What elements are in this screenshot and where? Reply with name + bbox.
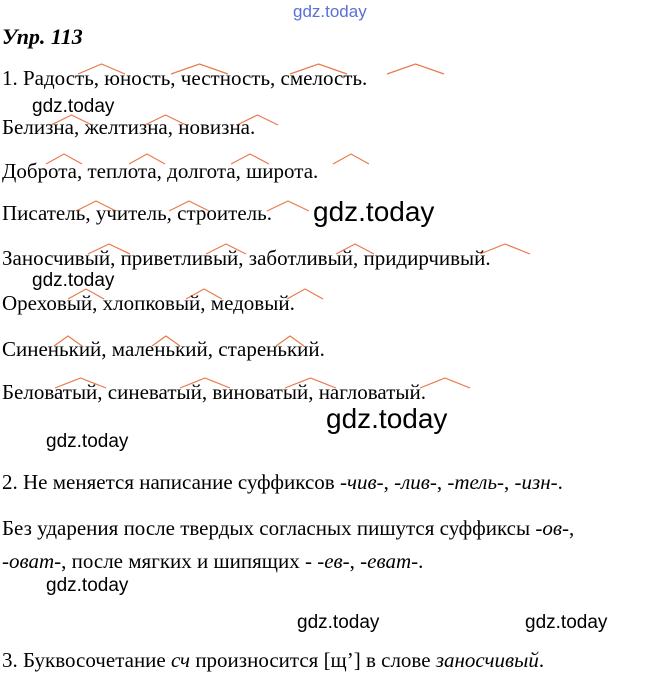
answer-line-3: Доброта, теплота, долгота, широта.: [2, 159, 319, 183]
watermark: gdz.today: [32, 96, 115, 117]
paragraph-3-line-1: [2, 518, 574, 539]
suffix: -чив-: [339, 470, 384, 494]
watermark: gdz.today: [297, 612, 380, 633]
watermark: gdz.today: [313, 196, 435, 227]
paragraph-4: [2, 650, 544, 671]
watermark: gdz.today: [46, 575, 129, 596]
suffix: -еват-: [360, 549, 419, 573]
watermark: gdz.today: [46, 431, 129, 452]
suffix-arc: [267, 201, 309, 211]
separator: ,: [349, 549, 361, 573]
watermark-top: gdz.today: [293, 2, 367, 21]
watermark: gdz.today: [525, 612, 608, 633]
paragraph-4-text: произносится [щ’] в слове: [190, 648, 436, 672]
separator: ,: [383, 470, 395, 494]
suffix: -изн-: [514, 470, 558, 494]
letter-combination: сч: [171, 648, 191, 672]
suffix: -ев-: [317, 549, 350, 573]
answer-line-7: Синенький, маленький, старенький.: [2, 337, 325, 361]
separator: ,: [568, 516, 575, 540]
period: .: [557, 470, 563, 494]
paragraph-2: [2, 472, 563, 493]
paragraph-3-text: Без ударения после твердых согласных пишутся суффиксы: [2, 516, 536, 540]
period: .: [538, 648, 545, 672]
suffix: -оват-: [2, 549, 62, 573]
suffix: -лив-: [394, 470, 437, 494]
paragraph-3-line-2: [2, 551, 423, 572]
answer-line-8: Беловатый, синеватый, виноватый, нагловатый.: [2, 380, 426, 404]
suffix: -тель-: [447, 470, 505, 494]
answer-line-1: 1. Радость, юность, честность, смелость.: [2, 66, 368, 90]
period: .: [418, 549, 424, 573]
suffix-arc: [420, 378, 470, 388]
suffix: -ов-: [535, 516, 569, 540]
separator: ,: [436, 470, 448, 494]
exercise-title: Упр. 113: [2, 24, 83, 49]
suffix-arc: [333, 154, 369, 164]
paragraph-2-text: 2. Не меняется написание суффиксов: [2, 470, 340, 494]
watermark: gdz.today: [326, 403, 448, 434]
answer-line-4: Писатель, учитель, строитель.: [2, 201, 272, 225]
paragraph-3-text: , после мягких и шипящих -: [61, 549, 318, 573]
example-word: заносчивый: [435, 648, 539, 672]
watermark: gdz.today: [32, 270, 115, 291]
suffix-arc: [387, 64, 444, 74]
paragraph-4-text: 3. Буквосочетание: [2, 648, 171, 672]
answer-line-2: Белизна, желтизна, новизна.: [2, 115, 256, 139]
separator: ,: [504, 470, 515, 494]
answer-line-6: Ореховый, хлопковый, медовый.: [2, 291, 295, 315]
answer-line-5: Заносчивый, приветливый, заботливый, придирчивый.: [2, 246, 491, 270]
